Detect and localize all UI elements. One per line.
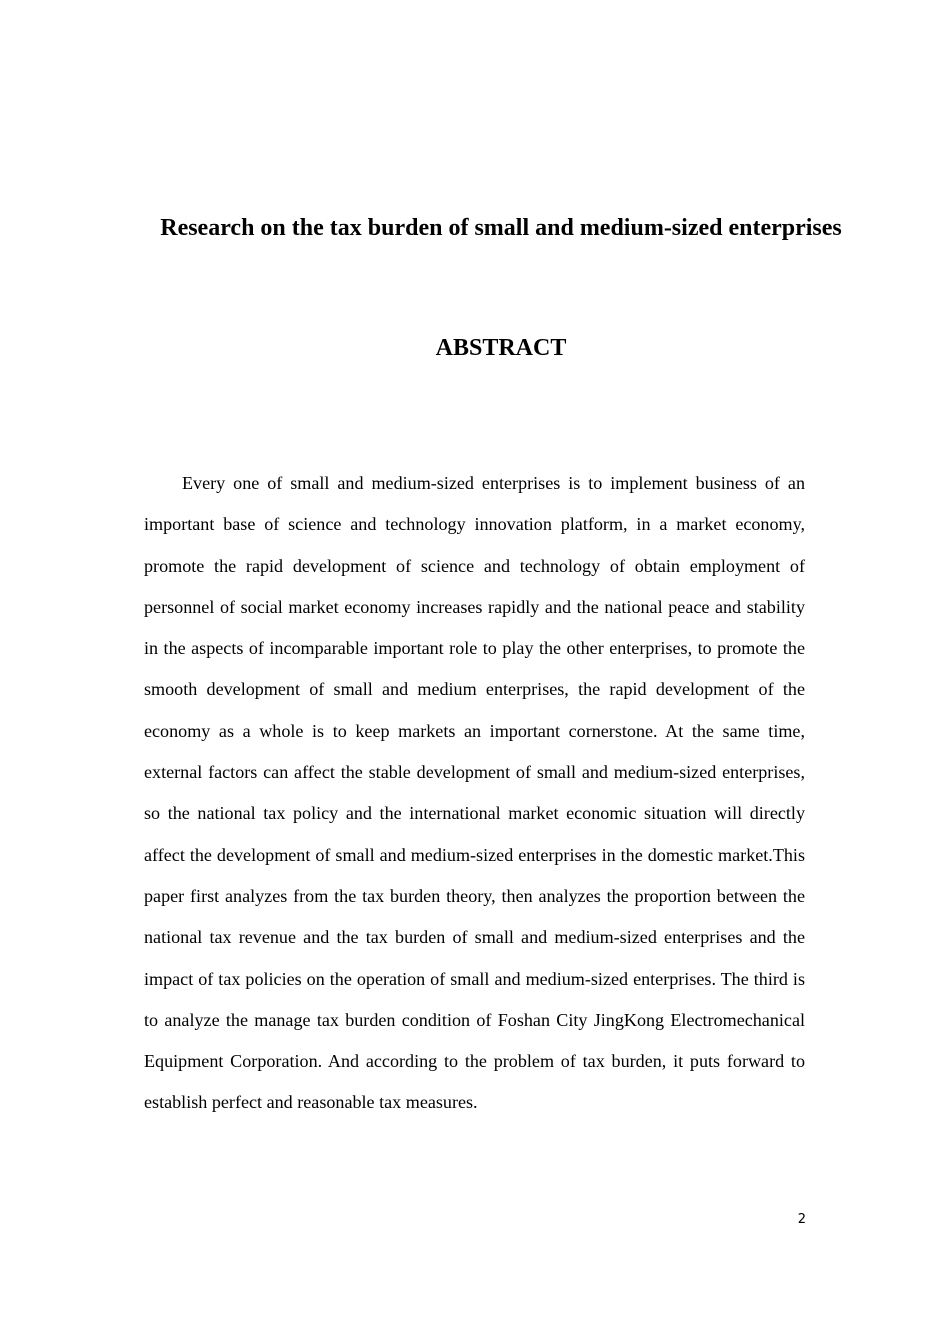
paper-title: Research on the tax burden of small and medium-sized enterprises [160,215,842,241]
abstract-heading: ABSTRACT [435,335,567,361]
page-number: 2 [797,1212,806,1227]
abstract-paragraph: Every one of small and medium-sized enterprises is to implement business of an important base of science and technology innovation platform, in a market economy, promote the rapid development of science and technology of obtain employment of personnel of social market economy increases rapidly and the national peace and stability in the aspects of incomparable important role to play the other enterprises, to promote the smooth development of small and medium enterprises, the rapid development of the economy as a whole is to keep markets an important cornerstone. At the same time, external factors can affect the stable development of small and medium-sized enterprises, so the national tax policy and the international market economic situation will directly affect the development of small and medium-sized enterprises in the domestic market.This paper first analyzes from the tax burden theory, then analyzes the proportion between the national tax revenue and the tax burden of small and medium-sized enterprises and the impact of tax policies on the operation of small and medium-sized enterprises. The third is to analyze the manage tax burden condition of Foshan City JingKong Electromechanical Equipment Corporation. And according to the problem of tax burden, it puts forward to establish perfect and reasonable tax measures. [144,473,805,1113]
